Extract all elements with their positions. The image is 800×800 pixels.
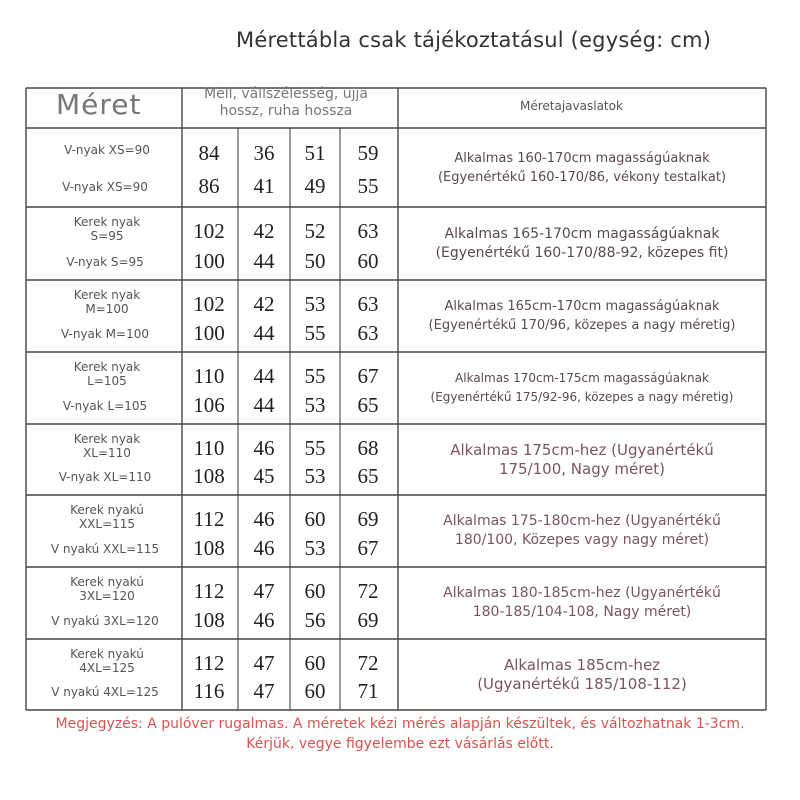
measure-value: 71	[357, 679, 379, 704]
size-recommendation	[400, 584, 764, 622]
recommendation-line-1: Alkalmas 175-180cm-hez (Ugyanértékű	[443, 513, 721, 529]
measure-value: 52	[304, 219, 326, 244]
size-label-b: V-nyak L=105	[62, 398, 148, 413]
size-recommendation	[400, 441, 764, 479]
measure-value: 60	[304, 679, 326, 704]
recommendation-line-2: (Egyenértékű 175/92-96, közepes a nagy méretig)	[430, 390, 734, 404]
measure-value: 55	[304, 320, 326, 345]
size-label-a: Kerek nyak XL=110	[73, 432, 141, 460]
recommendation-line-2: (Egyenértékű 160-170/88-92, közepes fit)	[435, 244, 729, 261]
recommendation-line-1: Alkalmas 185cm-hez	[503, 655, 661, 674]
size-label-b: V nyakú 3XL=120	[51, 613, 159, 628]
measure-value: 49	[304, 173, 326, 198]
header-recommendation: Méretajavaslatok	[520, 99, 623, 113]
measure-value: 46	[253, 506, 275, 531]
size-label-a: Kerek nyakú XXL=115	[70, 503, 144, 531]
size-label-a: Kerek nyakú 3XL=120	[70, 575, 144, 603]
measure-value: 108	[193, 607, 225, 632]
note-line-1: Megjegyzés: A pulóver rugalmas. A méretek kézi mérés alapján készültek, és változhatnak 1-3cm.	[55, 716, 745, 732]
measure-value: 47	[253, 650, 275, 675]
size-label-b: V-nyak XS=90	[62, 179, 148, 194]
note-line-2: Kérjük, vegye figyelembe ezt vásárlás előtt.	[246, 736, 554, 752]
measure-value: 112	[193, 506, 225, 531]
measure-value: 46	[253, 607, 275, 632]
recommendation-line-2: 180/100, Közepes vagy nagy méret)	[454, 532, 710, 548]
measure-value: 86	[198, 173, 220, 198]
measure-value: 47	[253, 578, 275, 603]
measure-value: 60	[304, 506, 326, 531]
header-size: Méret	[56, 88, 142, 121]
measure-value: 69	[357, 506, 379, 531]
page-title: Mérettábla csak tájékoztatásul (egység: cm)	[236, 28, 712, 52]
measure-value: 51	[304, 141, 326, 166]
recommendation-line-1: Alkalmas 165-170cm magasságúaknak	[444, 225, 720, 242]
measure-value: 44	[253, 320, 275, 345]
measure-value: 53	[304, 291, 326, 316]
measure-value: 63	[357, 219, 379, 244]
measure-value: 60	[304, 650, 326, 675]
measure-value: 72	[357, 578, 379, 603]
measure-value: 72	[357, 650, 379, 675]
measure-value: 65	[357, 392, 379, 417]
recommendation-line-1: Alkalmas 170cm-175cm magasságúaknak	[455, 371, 709, 385]
measure-value: 68	[357, 435, 379, 460]
size-label-b: V-nyak XL=110	[58, 470, 152, 485]
size-recommendation	[400, 512, 764, 550]
measure-value: 102	[193, 219, 225, 244]
measure-value: 45	[253, 464, 275, 489]
size-recommendation	[400, 149, 764, 187]
recommendation-line-2: (Egyenértékű 160-170/86, vékony testalkat)	[437, 169, 727, 185]
measure-value: 44	[253, 363, 275, 388]
measure-value: 67	[357, 535, 379, 560]
size-recommendation	[400, 656, 764, 694]
measure-value: 47	[253, 679, 275, 704]
size-recommendation	[400, 297, 764, 335]
recommendation-line-1: Alkalmas 180-185cm-hez (Ugyanértékű	[443, 585, 721, 601]
measure-value: 112	[193, 578, 225, 603]
recommendation-line-2: 175/100, Nagy méret)	[498, 459, 666, 478]
measure-value: 56	[304, 607, 326, 632]
measure-value: 44	[253, 392, 275, 417]
measure-value: 55	[357, 173, 379, 198]
measure-value: 55	[304, 363, 326, 388]
size-recommendation	[400, 369, 764, 407]
measure-value: 67	[357, 363, 379, 388]
size-label-a: V-nyak XS=90	[64, 143, 150, 158]
size-label-b: V-nyak M=100	[61, 326, 149, 341]
size-label-b: V-nyak S=95	[66, 254, 144, 269]
measure-value: 110	[193, 435, 225, 460]
size-label-a: Kerek nyakú 4XL=125	[70, 647, 144, 675]
measure-value: 100	[193, 248, 225, 273]
measure-value: 36	[253, 141, 275, 166]
size-label-a: Kerek nyak S=95	[73, 215, 141, 243]
measure-value: 44	[253, 248, 275, 273]
size-recommendation	[400, 225, 764, 263]
measure-value: 60	[304, 578, 326, 603]
measure-value: 55	[304, 435, 326, 460]
recommendation-line-2: (Egyenértékű 170/96, közepes a nagy méretig)	[428, 318, 736, 333]
measure-value: 112	[193, 650, 225, 675]
measure-value: 106	[193, 392, 225, 417]
measure-value: 110	[193, 363, 225, 388]
measure-value: 50	[304, 248, 326, 273]
measure-value: 69	[357, 607, 379, 632]
measure-value: 53	[304, 464, 326, 489]
measure-value: 42	[253, 291, 275, 316]
measure-value: 102	[193, 291, 225, 316]
measure-value: 60	[357, 248, 379, 273]
measure-value: 108	[193, 535, 225, 560]
recommendation-line-1: Alkalmas 165cm-170cm magasságúaknak	[444, 299, 720, 314]
measure-value: 116	[193, 679, 225, 704]
size-label-a: Kerek nyak L=105	[73, 360, 141, 388]
recommendation-line-1: Alkalmas 175cm-hez (Ugyanértékű	[450, 440, 714, 459]
measure-value: 63	[357, 320, 379, 345]
measure-value: 46	[253, 535, 275, 560]
recommendation-line-1: Alkalmas 160-170cm magasságúaknak	[454, 150, 710, 166]
measure-value: 84	[198, 141, 220, 166]
size-label-a: Kerek nyak M=100	[73, 288, 141, 316]
measure-value: 108	[193, 464, 225, 489]
measure-value: 63	[357, 291, 379, 316]
size-label-b: V nyakú 4XL=125	[51, 685, 159, 700]
measure-value: 42	[253, 219, 275, 244]
measure-value: 41	[253, 173, 275, 198]
recommendation-line-2: (Ugyanértékű 185/108-112)	[477, 674, 687, 693]
measure-value: 46	[253, 435, 275, 460]
recommendation-line-2: 180-185/104-108, Nagy méret)	[472, 604, 692, 620]
measure-value: 59	[357, 141, 379, 166]
header-measurements: Mell, vállszélesség, ujja hossz, ruha hossza	[204, 86, 368, 119]
measure-value: 100	[193, 320, 225, 345]
measure-value: 53	[304, 392, 326, 417]
measure-value: 53	[304, 535, 326, 560]
size-label-b: V nyakú XXL=115	[50, 541, 160, 556]
measure-value: 65	[357, 464, 379, 489]
